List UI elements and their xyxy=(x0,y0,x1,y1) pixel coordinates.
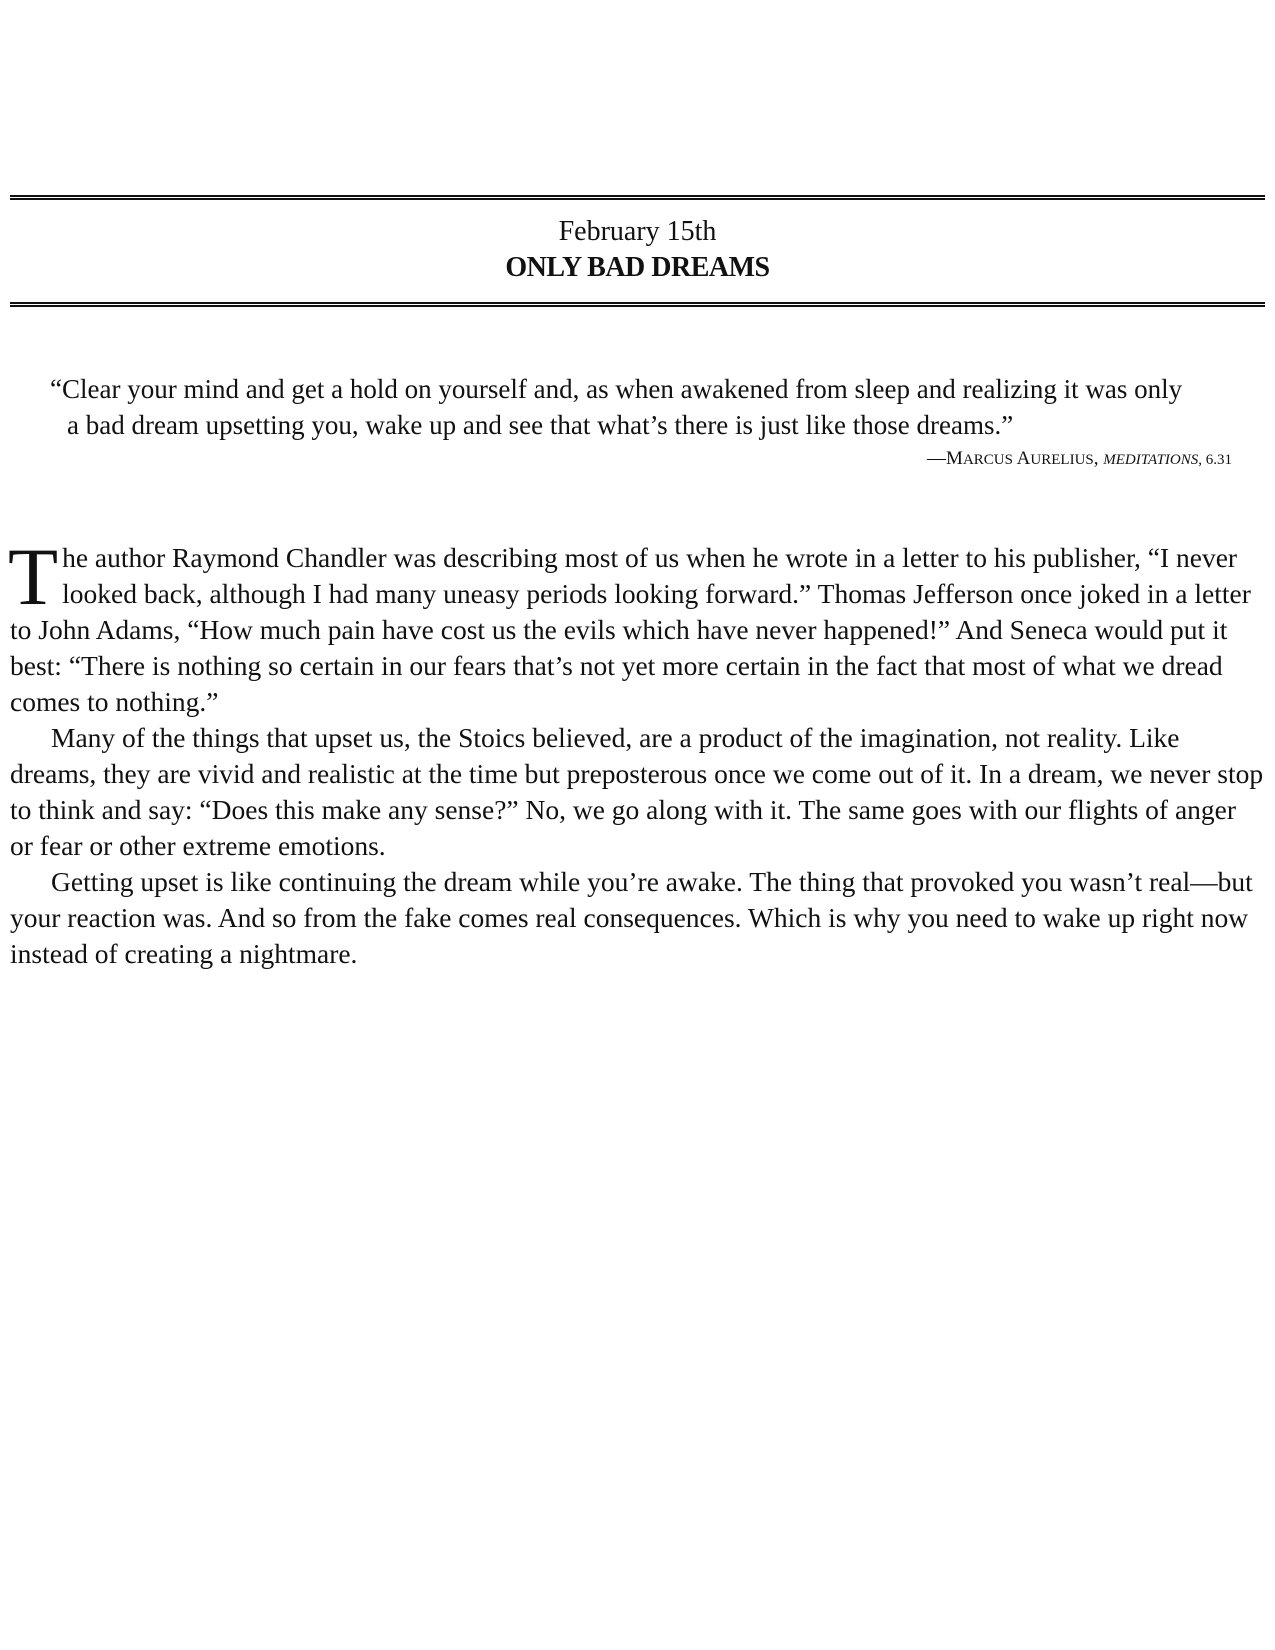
work-title: MEDITATIONS xyxy=(1103,452,1199,468)
author-first-initial: M xyxy=(946,448,963,469)
entry-header xyxy=(10,214,1265,286)
entry-date: February 15th xyxy=(558,216,717,247)
attribution-dash: — xyxy=(927,448,947,469)
paragraph-2: Many of the things that upset us, the Stoics believed, are a product of the imagination, not reality. Like dreams, they are vivid and realistic at the time but preposterous once we come out of it. In a dream, we never stop to think and say: “Does this make any sense?” No, we go along with it. The same goes with our flights of anger or fear or other extreme emotions. xyxy=(10,722,1264,861)
header-top-rule xyxy=(10,195,1265,200)
epigraph-quote: “Clear your mind and get a hold on yourself and, as when awakened from sleep and realizing it was only a bad dream upsetting you, wake up and see that what’s there is just like those dreams.” xyxy=(50,374,1183,440)
epigraph xyxy=(50,371,1232,474)
paragraph-1-text: he author Raymond Chandler was describing most of us when he wrote in a letter to his publisher, “I never looked back, although I had many uneasy periods looking forward.” Thomas Jefferson once joked in a letter to John Adams, “How much pain have cost us the evils which have never happened!” And Seneca would put it best: “There is nothing so certain in our fears that’s not yet more certain in the fact that most of what we dread comes to nothing.” xyxy=(10,542,1251,717)
entry-title: ONLY BAD DREAMS xyxy=(505,252,770,283)
epigraph-attribution: —MARCUS AURELIUS, MEDITATIONS, 6.31 xyxy=(927,448,1232,469)
work-citation: , 6.31 xyxy=(1198,452,1232,468)
paragraph-1 xyxy=(8,531,1265,720)
author-first-rest: ARCUS xyxy=(962,452,1013,468)
author-last-initial: A xyxy=(1016,448,1031,469)
drop-cap: T xyxy=(8,531,59,622)
header-bottom-rule xyxy=(10,302,1265,307)
paragraph-3: Getting upset is like continuing the dream while you’re awake. The thing that provoked you wasn’t real—but your reaction was. And so from the fake comes real consequences. Which is why you need to wake up right now instead of creating a nightmare. xyxy=(10,866,1253,969)
entry-body xyxy=(8,531,1265,972)
author-last-rest: URELIUS xyxy=(1030,452,1094,468)
